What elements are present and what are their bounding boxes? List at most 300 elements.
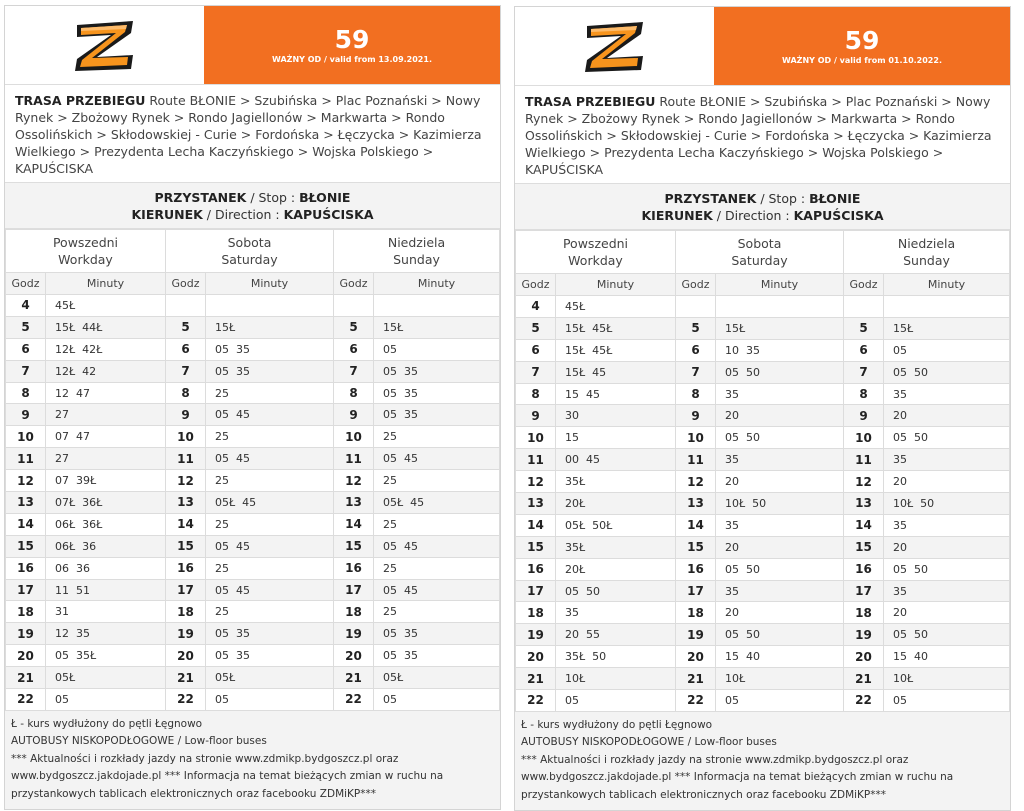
minutes-cell: 15Ł [884,317,1010,339]
hour-cell: 16 [6,557,46,579]
minutes-cell: 05 50 [556,580,676,602]
minutes-cell: 05 35 [374,645,500,667]
minutes-cell: 05 50 [884,558,1010,580]
hour-cell: 7 [6,360,46,382]
day-header-workday [516,231,676,274]
minutes-cell: 27 [46,448,166,470]
minutes-cell: 05 50 [716,427,844,449]
hour-cell: 6 [516,339,556,361]
minutes-cell: 25 [374,470,500,492]
minutes-cell: 20 [884,536,1010,558]
table-row [6,338,500,360]
hour-cell: 17 [676,580,716,602]
hour-cell: 11 [676,449,716,471]
table-row [516,339,1010,361]
stop-label: PRZYSTANEK [154,190,247,205]
minutes-cell: 35 [716,383,844,405]
minutes-cell: 15 [556,427,676,449]
hour-cell: 18 [516,602,556,624]
minutes-cell: 10Ł [716,668,844,690]
minutes-cell: 15 40 [716,646,844,668]
hour-cell: 20 [166,645,206,667]
table-row [516,668,1010,690]
hour-cell: 15 [516,536,556,558]
table-row [6,470,500,492]
hour-cell: 11 [6,448,46,470]
minutes-cell: 25 [374,513,500,535]
hour-cell: 20 [6,645,46,667]
minutes-cell: 35Ł [556,471,676,493]
minutes-cell: 07Ł 36Ł [46,492,166,514]
minutes-cell: 05 50 [884,624,1010,646]
table-row [6,382,500,404]
minutes-cell: 15Ł [374,316,500,338]
minutes-cell: 12Ł 42Ł [46,338,166,360]
minutes-cell: 15Ł [716,317,844,339]
hour-cell: 5 [166,316,206,338]
table-row [6,645,500,667]
hour-cell: 7 [516,361,556,383]
hour-cell: 7 [844,361,884,383]
hour-cell [844,296,884,318]
hour-cell: 21 [516,668,556,690]
hour-cell: 21 [844,668,884,690]
table-row [516,514,1010,536]
minutes-cell: 20Ł [556,493,676,515]
table-row [6,601,500,623]
minutes-cell: 31 [46,601,166,623]
hour-cell: 6 [166,338,206,360]
hour-cell: 16 [166,557,206,579]
minutes-cell: 05 [884,339,1010,361]
hour-cell: 5 [6,316,46,338]
hour-cell: 9 [516,405,556,427]
hour-cell: 14 [166,513,206,535]
hour-cell: 19 [516,624,556,646]
timetable-grid [515,230,1010,712]
hour-cell: 20 [676,646,716,668]
minutes-cell [374,295,500,317]
stop-info [515,184,1010,230]
minutes-cell: 06Ł 36Ł [46,513,166,535]
minutes-cell: 15 40 [884,646,1010,668]
minutes-cell: 05 35 [206,338,334,360]
minutes-cell: 35 [884,449,1010,471]
hour-cell: 13 [166,492,206,514]
table-row [516,361,1010,383]
hour-cell: 17 [516,580,556,602]
table-row [516,493,1010,515]
hour-cell: 20 [334,645,374,667]
table-row [6,623,500,645]
minutes-cell: 10Ł 50 [716,493,844,515]
hour-cell: 22 [516,690,556,712]
hour-cell: 22 [844,690,884,712]
minutes-cell: 05 45 [374,535,500,557]
footnotes [515,712,1010,811]
hour-cell: 7 [166,360,206,382]
minutes-cell: 45Ł [556,296,676,318]
stop-info [5,183,500,229]
minutes-cell: 35 [884,383,1010,405]
minutes-cell: 15 45 [556,383,676,405]
hour-cell: 6 [844,339,884,361]
minutes-cell: 06 36 [46,557,166,579]
stop-sep: / Stop : [756,191,810,206]
minutes-cell: 07 39Ł [46,470,166,492]
minutes-cell: 20 [884,602,1010,624]
hour-cell: 21 [334,667,374,689]
hour-cell [334,295,374,317]
minutes-cell: 27 [46,404,166,426]
hour-cell: 7 [676,361,716,383]
minutes-cell: 07 47 [46,426,166,448]
minutes-cell: 05 [206,689,334,711]
hour-cell: 10 [166,426,206,448]
minutes-cell: 11 51 [46,579,166,601]
minutes-cell: 05 [884,690,1010,712]
hour-cell: 20 [516,646,556,668]
col-hour: Godz [516,274,556,296]
table-row [516,383,1010,405]
minutes-cell: 05 35 [206,623,334,645]
minutes-cell: 20 [884,471,1010,493]
hour-cell: 7 [334,360,374,382]
minutes-cell: 05 35Ł [46,645,166,667]
table-row [516,405,1010,427]
route-text: Route BŁONIE > Szubińska > Plac Poznański > Nowy Rynek > Zbożowy Rynek > Rondo Jagiellonów > Markwarta > Rondo Ossolińskich > Skłodowskiej - Curie > Fordońska > Łęczycka > Kazimierza Wielkiego > Prezydenta Lecha Kaczyńskiego > Wojska Polskiego > KAPUŚCISKA [525,94,992,177]
hour-cell: 10 [844,427,884,449]
table-row [6,557,500,579]
footnote: AUTOBUSY NISKOPODŁOGOWE / Low-floor buses [521,736,777,749]
timetable-header [515,7,1010,86]
hour-cell [166,295,206,317]
direction-sep: / Direction : [712,208,794,223]
hour-cell: 22 [676,690,716,712]
minutes-cell: 05 35 [374,360,500,382]
table-row [6,448,500,470]
hour-cell: 19 [166,623,206,645]
footnote: przystankowych tablicach elektronicznych oraz facebooku ZDMiKP*** [521,788,887,801]
hour-cell: 14 [516,514,556,536]
hour-cell: 15 [166,535,206,557]
table-row [6,295,500,317]
route-description [5,85,500,183]
table-row [6,316,500,338]
hour-cell: 13 [844,493,884,515]
hour-cell: 13 [334,492,374,514]
table-row [6,513,500,535]
timetable-body [6,295,500,711]
hour-cell: 18 [6,601,46,623]
table-row [516,646,1010,668]
minutes-cell: 06Ł 36 [46,535,166,557]
route-text: Route BŁONIE > Szubińska > Plac Poznański > Nowy Rynek > Zbożowy Rynek > Rondo Jagiellonów > Markwarta > Rondo Ossolińskich > Skłodowskiej - Curie > Fordońska > Łęczycka > Kazimierza Wielkiego > Prezydenta Lecha Kaczyńskiego > Wojska Polskiego > KAPUŚCISKA [15,93,482,176]
table-row [6,535,500,557]
minutes-cell: 35 [884,580,1010,602]
hour-cell: 12 [334,470,374,492]
hour-cell: 13 [6,492,46,514]
hour-cell: 21 [676,668,716,690]
hour-cell: 6 [334,338,374,360]
hour-cell: 18 [334,601,374,623]
minutes-cell: 25 [206,601,334,623]
hour-cell: 22 [6,689,46,711]
direction-name: KAPUŚCISKA [793,208,884,223]
table-row [6,579,500,601]
minutes-cell: 25 [206,470,334,492]
table-row [6,689,500,711]
minutes-cell: 10Ł [884,668,1010,690]
minutes-cell: 25 [206,557,334,579]
timetable-panel-2022 [514,6,1011,811]
hour-cell: 14 [6,513,46,535]
hour-cell: 12 [516,471,556,493]
table-row [6,404,500,426]
hour-cell: 12 [6,470,46,492]
col-hour: Godz [676,274,716,296]
minutes-cell: 35 [716,514,844,536]
minutes-cell: 05Ł [206,667,334,689]
minutes-cell: 45Ł [46,295,166,317]
minutes-cell: 05 35 [374,404,500,426]
minutes-cell: 05 35 [206,645,334,667]
day-en: Saturday [731,253,788,268]
direction-label: KIERUNEK [131,207,203,222]
hour-cell: 16 [844,558,884,580]
timetable-header [5,6,500,85]
hour-cell: 22 [166,689,206,711]
hour-cell: 8 [516,383,556,405]
hour-cell: 12 [844,471,884,493]
minutes-cell: 05Ł 50Ł [556,514,676,536]
zdmikp-logo [5,6,204,84]
day-en: Sunday [903,253,950,268]
minutes-cell: 15Ł 45 [556,361,676,383]
col-hour: Godz [334,273,374,295]
valid-from: WAŻNY OD / valid from 01.10.2022. [782,56,942,65]
minutes-cell: 05 [374,689,500,711]
day-pl: Sobota [737,236,782,251]
z-logo-icon [73,17,137,73]
footnote: przystankowych tablicach elektronicznych oraz facebooku ZDMiKP*** [11,787,377,800]
hour-cell: 19 [6,623,46,645]
minutes-cell [884,296,1010,318]
minutes-cell: 15Ł 44Ł [46,316,166,338]
hour-cell: 9 [844,405,884,427]
hour-cell: 9 [6,404,46,426]
table-row [516,296,1010,318]
stop-name: BŁONIE [299,190,351,205]
col-minutes: Minuty [206,273,334,295]
hour-cell: 19 [844,624,884,646]
hour-cell: 8 [166,382,206,404]
day-header-saturday [166,230,334,273]
table-row [6,492,500,514]
footnote: Ł - kurs wydłużony do pętli Łęgnowo [11,717,203,730]
table-row [516,580,1010,602]
hour-cell: 21 [6,667,46,689]
hour-cell: 5 [334,316,374,338]
day-header-sunday [334,230,500,273]
table-row [516,536,1010,558]
minutes-cell [206,295,334,317]
minutes-cell: 25 [374,426,500,448]
stop-label: PRZYSTANEK [664,191,757,206]
minutes-cell: 05 [556,690,676,712]
footnotes [5,711,500,810]
hour-cell: 13 [676,493,716,515]
col-minutes: Minuty [374,273,500,295]
minutes-cell: 05Ł 45 [206,492,334,514]
minutes-cell: 05 45 [206,579,334,601]
col-minutes: Minuty [884,274,1010,296]
minutes-cell: 20 [716,405,844,427]
hour-cell: 14 [676,514,716,536]
footnote: AUTOBUSY NISKOPODŁOGOWE / Low-floor buses [11,735,267,748]
hour-cell: 15 [844,536,884,558]
hour-cell: 4 [6,295,46,317]
minutes-cell: 25 [206,426,334,448]
minutes-cell: 35 [556,602,676,624]
hour-cell: 9 [334,404,374,426]
hour-cell: 6 [676,339,716,361]
minutes-cell: 15Ł 45Ł [556,317,676,339]
minutes-cell: 12Ł 42 [46,360,166,382]
minutes-cell: 20 55 [556,624,676,646]
hour-cell: 21 [166,667,206,689]
hour-cell: 6 [6,338,46,360]
valid-from: WAŻNY OD / valid from 13.09.2021. [272,55,432,64]
line-badge [204,6,500,84]
hour-cell: 16 [676,558,716,580]
minutes-cell: 05 35 [374,382,500,404]
table-row [516,624,1010,646]
minutes-cell: 12 35 [46,623,166,645]
hour-cell: 12 [166,470,206,492]
line-badge [714,7,1010,85]
day-pl: Niedziela [387,235,446,250]
day-header-workday [6,230,166,273]
timetable-body [516,296,1010,712]
table-row [516,317,1010,339]
day-header-saturday [676,231,844,274]
minutes-cell: 20Ł [556,558,676,580]
stop-name: BŁONIE [809,191,861,206]
minutes-cell: 05 [46,689,166,711]
minutes-cell: 15Ł [206,316,334,338]
footnote: www.bydgoszcz.jakdojade.pl *** Informacja na temat bieżących zmian w ruchu na [11,770,444,783]
minutes-cell: 30 [556,405,676,427]
footnote: *** Aktualności i rozkłady jazdy na stronie www.zdmikp.bydgoszcz.pl oraz [11,752,399,765]
minutes-cell: 05 50 [716,361,844,383]
hour-cell: 11 [334,448,374,470]
minutes-cell: 05 45 [374,579,500,601]
minutes-cell: 20 [716,471,844,493]
hour-cell: 11 [166,448,206,470]
minutes-cell: 20 [716,536,844,558]
minutes-cell: 35Ł [556,536,676,558]
minutes-cell: 35 [716,580,844,602]
hour-cell: 18 [166,601,206,623]
table-row [6,360,500,382]
hour-cell: 11 [516,449,556,471]
table-row [516,449,1010,471]
minutes-cell: 25 [206,382,334,404]
minutes-cell: 35Ł 50 [556,646,676,668]
minutes-cell: 12 47 [46,382,166,404]
footnote: *** Aktualności i rozkłady jazdy na stronie www.zdmikp.bydgoszcz.pl oraz [521,753,909,766]
minutes-cell: 05 45 [206,404,334,426]
day-en: Sunday [393,252,440,267]
minutes-cell: 05 [716,690,844,712]
hour-cell: 15 [334,535,374,557]
table-row [516,558,1010,580]
line-number: 59 [844,26,880,55]
hour-cell: 17 [166,579,206,601]
day-en: Workday [58,252,113,267]
minutes-cell: 05 45 [206,535,334,557]
table-row [6,667,500,689]
col-hour: Godz [844,274,884,296]
day-en: Workday [568,253,623,268]
timetable-panel-2021 [4,5,501,810]
hour-cell: 19 [676,624,716,646]
hour-cell: 17 [6,579,46,601]
hour-cell: 9 [166,404,206,426]
hour-cell: 4 [516,296,556,318]
minutes-cell: 35 [716,449,844,471]
direction-sep: / Direction : [202,207,284,222]
hour-cell: 5 [516,317,556,339]
hour-cell: 17 [844,580,884,602]
table-row [6,426,500,448]
hour-cell: 10 [676,427,716,449]
minutes-cell: 20 [716,602,844,624]
minutes-cell: 25 [206,513,334,535]
hour-cell: 5 [676,317,716,339]
route-description [515,86,1010,184]
minutes-cell: 05Ł 45 [374,492,500,514]
minutes-cell [716,296,844,318]
day-pl: Sobota [227,235,272,250]
hour-cell: 11 [844,449,884,471]
minutes-cell: 10 35 [716,339,844,361]
hour-cell: 15 [6,535,46,557]
line-number: 59 [334,25,370,54]
hour-cell: 10 [6,426,46,448]
col-minutes: Minuty [556,274,676,296]
minutes-cell: 10Ł 50 [884,493,1010,515]
minutes-cell: 05 50 [884,427,1010,449]
minutes-cell: 00 45 [556,449,676,471]
col-minutes: Minuty [46,273,166,295]
day-header-sunday [844,231,1010,274]
minutes-cell: 10Ł [556,668,676,690]
hour-cell: 14 [334,513,374,535]
day-en: Saturday [221,252,278,267]
footnote: www.bydgoszcz.jakdojade.pl *** Informacja na temat bieżących zmian w ruchu na [521,771,954,784]
minutes-cell: 25 [374,601,500,623]
z-logo-icon [583,18,647,74]
minutes-cell: 20 [884,405,1010,427]
minutes-cell: 05Ł [46,667,166,689]
hour-cell: 12 [676,471,716,493]
hour-cell: 8 [844,383,884,405]
minutes-cell: 05 50 [884,361,1010,383]
minutes-cell: 05Ł [374,667,500,689]
hour-cell: 5 [844,317,884,339]
